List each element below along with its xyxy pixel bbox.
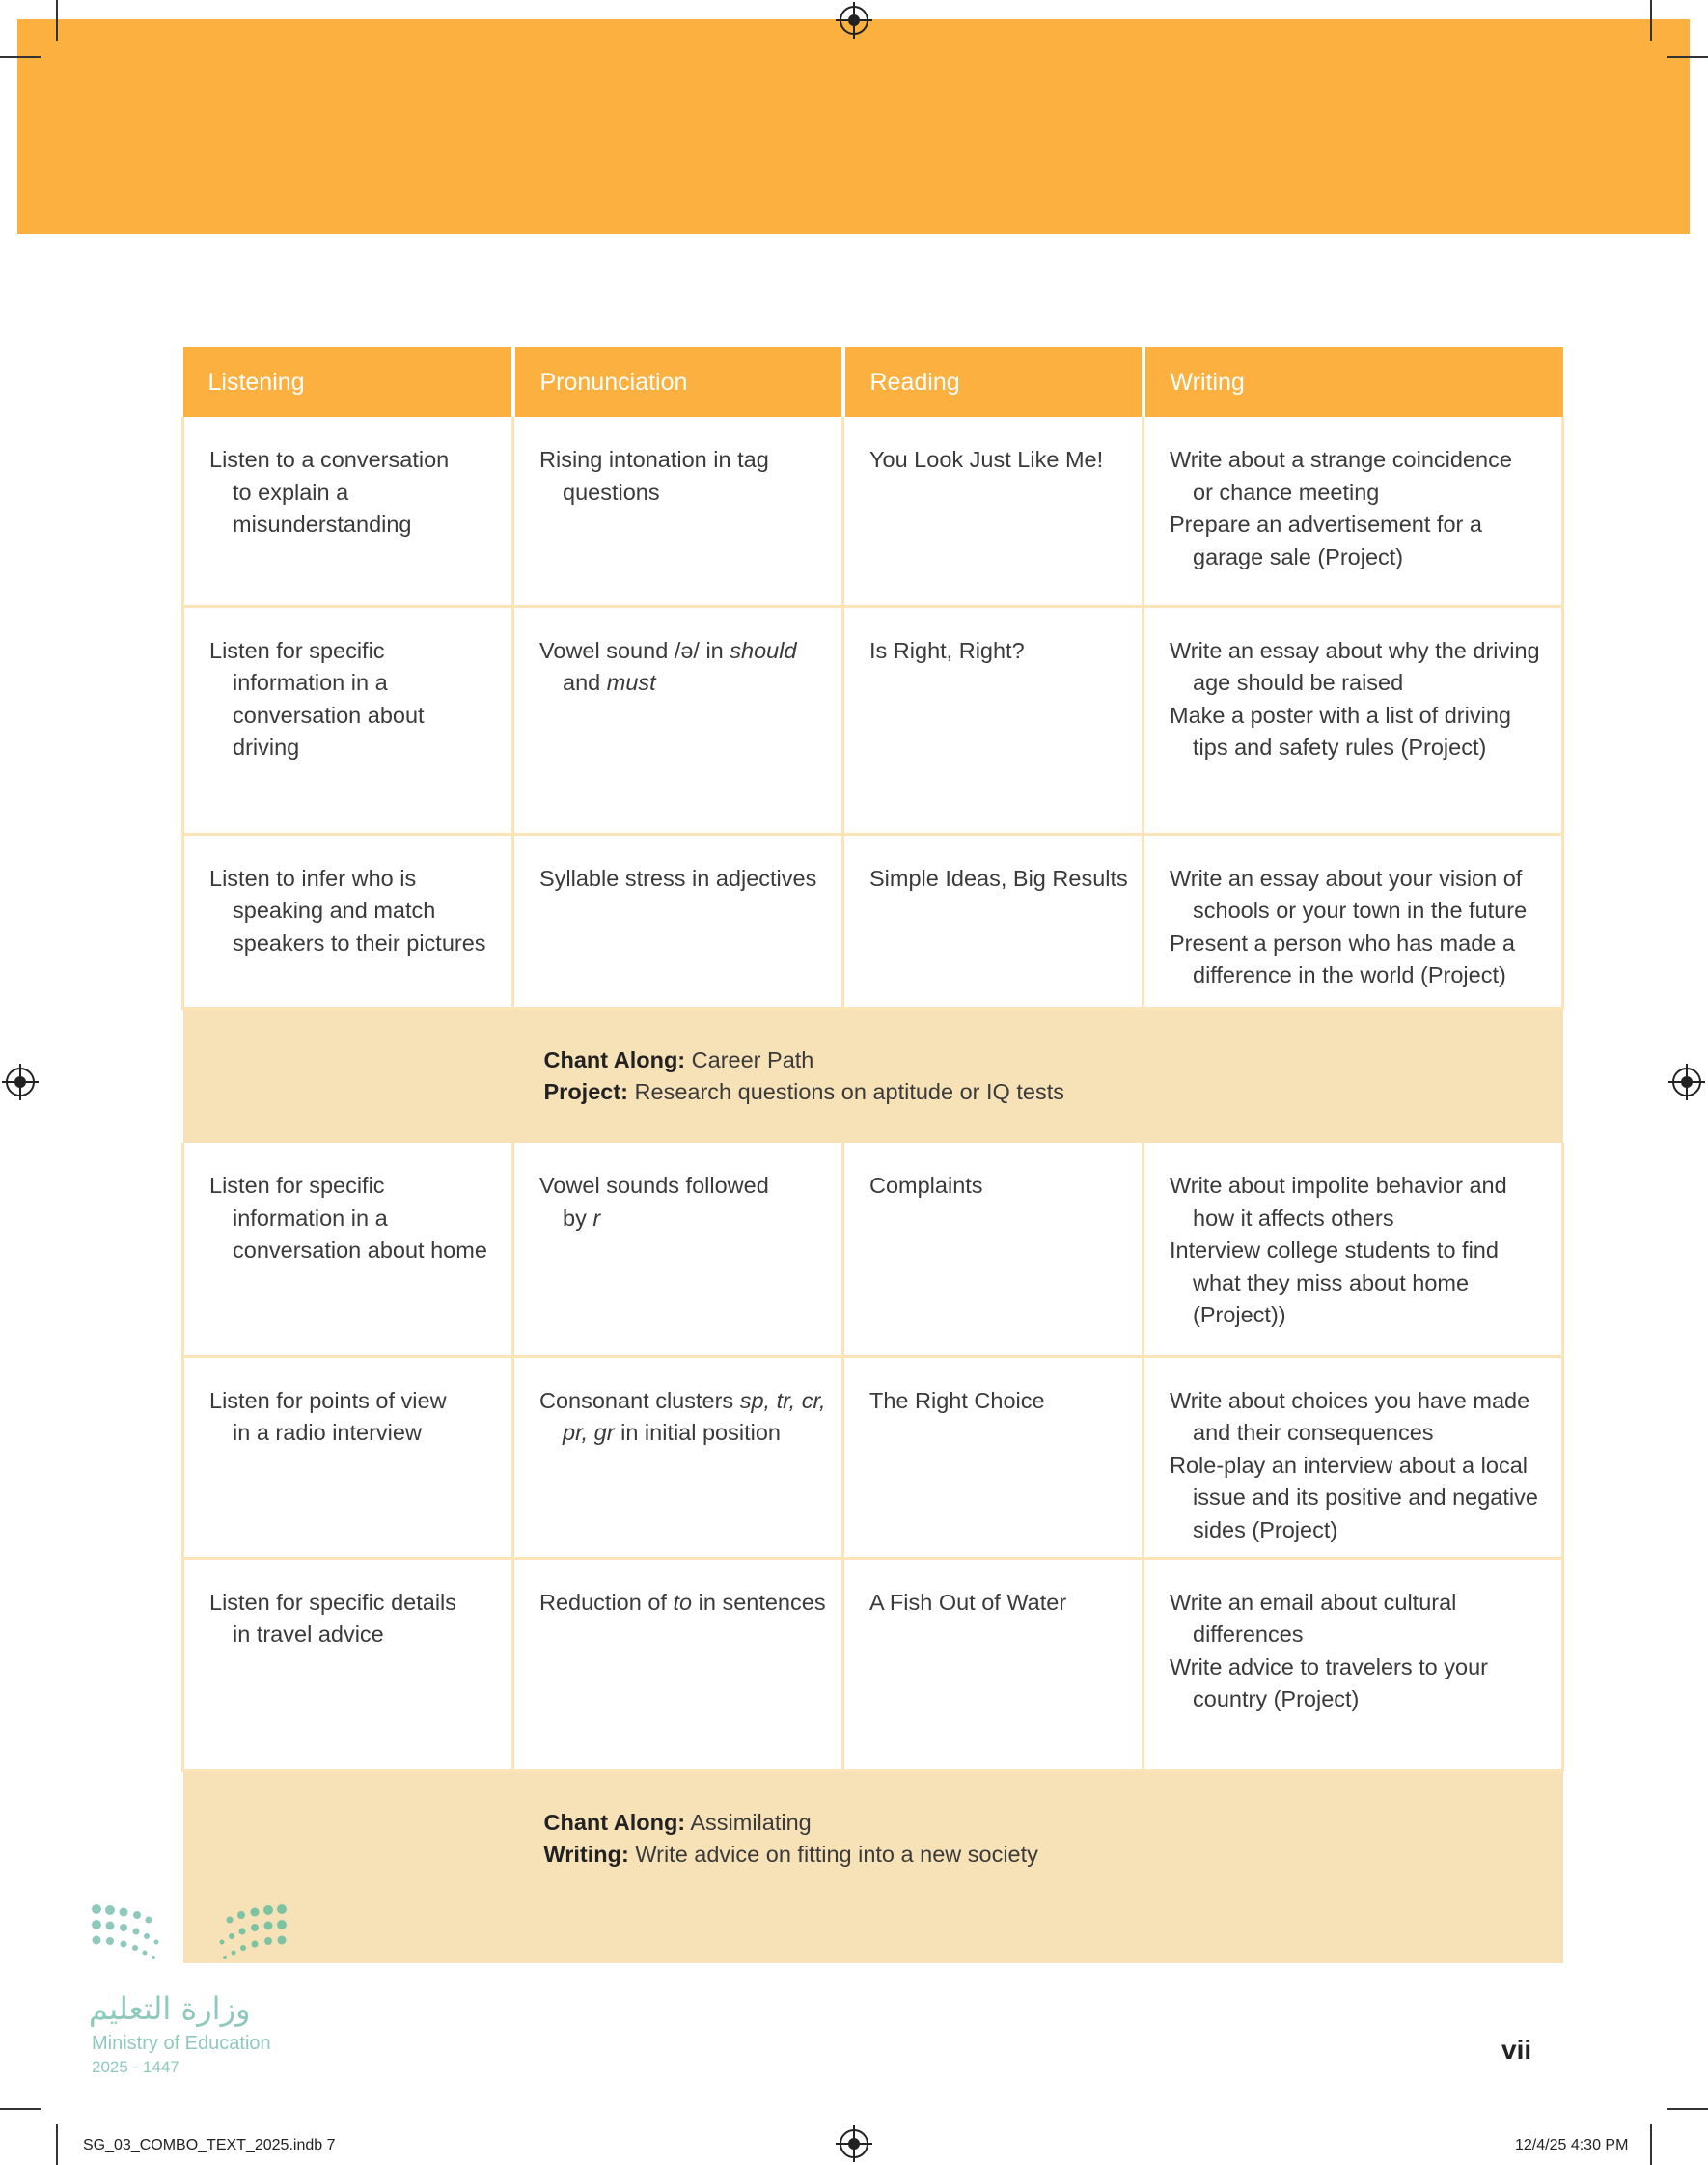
- print-slug-file: SG_03_COMBO_TEXT_2025.indb 7: [83, 2137, 336, 2153]
- reading-title: The Right Choice: [869, 1387, 1045, 1413]
- header-reading: Reading: [843, 347, 1143, 417]
- listening-text: Listen to a conversation to explain a misunderstanding: [209, 447, 450, 537]
- pronunciation-cell: [513, 834, 843, 1008]
- scope-sequence-table: [181, 347, 1564, 1963]
- logo-year-text: 2025 - 1447: [92, 2058, 179, 2076]
- reading-cell: [843, 1143, 1143, 1356]
- crop-mark: [0, 2108, 41, 2110]
- writing-cell: [1143, 606, 1563, 834]
- writing-project: Write advice to travelers to your country (Project): [1170, 1653, 1488, 1711]
- writing-task: Write about a strange coincidence or chance meeting: [1170, 447, 1512, 505]
- pronunciation-cell: [513, 1558, 843, 1770]
- writing-task: Write an essay about why the driving age should be raised: [1170, 637, 1540, 695]
- page-number: vii: [1501, 2035, 1532, 2065]
- listening-cell: [183, 1356, 513, 1558]
- crop-mark: [1667, 56, 1708, 58]
- writing-cell: [1143, 417, 1563, 606]
- pronunciation-text: Reduction of to in sentences: [539, 1589, 826, 1615]
- chant-along-line: Chant Along: Assimilating: [543, 1809, 812, 1835]
- registration-mark-icon: [1672, 1068, 1701, 1096]
- registration-mark-icon: [6, 1068, 35, 1096]
- pronunciation-cell: [513, 417, 843, 606]
- reading-title: A Fish Out of Water: [869, 1589, 1067, 1615]
- writing-task: Write an email about cultural differences: [1170, 1589, 1457, 1647]
- writing-cell: [1143, 1356, 1563, 1558]
- crop-mark: [1650, 2124, 1652, 2165]
- writing-cell: [1143, 1558, 1563, 1770]
- table-header-row: [183, 347, 1563, 417]
- registration-mark-icon: [840, 2129, 868, 2158]
- header-writing: Writing: [1143, 347, 1563, 417]
- pronunciation-text: Consonant clusters sp, tr, cr, pr, gr in initial position: [539, 1387, 826, 1445]
- reading-cell: [843, 1356, 1143, 1558]
- writing-cell: [1143, 834, 1563, 1008]
- crop-mark: [56, 2124, 58, 2165]
- table-row: [183, 834, 1563, 1008]
- project-line: Project: Research questions on aptitude or IQ tests: [543, 1079, 1064, 1104]
- pronunciation-cell: [513, 1356, 843, 1558]
- writing-project: Interview college students to find what they miss about home (Project)): [1170, 1237, 1499, 1327]
- listening-cell: [183, 417, 513, 606]
- listening-text: Listen for specific information in a conversation about driving: [209, 637, 425, 760]
- listening-cell: [183, 606, 513, 834]
- logo-arabic-text: وزارة التعليم: [89, 1990, 251, 2027]
- listening-text: Listen to infer who is speaking and match speakers to their pictures: [209, 865, 486, 956]
- chant-along-line: Chant Along: Career Path: [543, 1046, 814, 1072]
- header-pronunciation: Pronunciation: [513, 347, 843, 417]
- writing-project: Present a person who has made a difference in the world (Project): [1170, 930, 1515, 987]
- registration-mark-icon: [840, 6, 868, 35]
- writing-task: Write about choices you have made and their consequences: [1170, 1387, 1530, 1445]
- pronunciation-text: Syllable stress in adjectives: [539, 865, 817, 891]
- listening-cell: [183, 1558, 513, 1770]
- crop-mark: [56, 0, 58, 41]
- band-cell: [183, 1008, 1563, 1143]
- pronunciation-text: Vowel sounds followed by r: [539, 1173, 769, 1231]
- chant-along-band: [183, 1008, 1563, 1143]
- crop-mark: [0, 56, 41, 58]
- crop-mark: [1667, 2108, 1708, 2110]
- writing-task: Write an essay about your vision of schools or your town in the future: [1170, 865, 1528, 923]
- reading-title: You Look Just Like Me!: [869, 447, 1104, 472]
- ministry-logo: [89, 1901, 301, 2085]
- reading-title: Is Right, Right?: [869, 637, 1025, 663]
- chant-along-band: [183, 1770, 1563, 1963]
- reading-cell: [843, 834, 1143, 1008]
- pronunciation-cell: [513, 1143, 843, 1356]
- table-row: [183, 417, 1563, 606]
- reading-title: Complaints: [869, 1173, 983, 1198]
- pronunciation-cell: [513, 606, 843, 834]
- table-row: [183, 606, 1563, 834]
- header-listening: Listening: [183, 347, 513, 417]
- reading-cell: [843, 1558, 1143, 1770]
- band-cell: [183, 1770, 1563, 1963]
- listening-cell: [183, 1143, 513, 1356]
- writing-project: Make a poster with a list of driving tips and safety rules (Project): [1170, 702, 1511, 760]
- listening-cell: [183, 834, 513, 1008]
- pronunciation-text: Vowel sound /ə/ in should and must: [539, 637, 797, 695]
- ministry-dots-icon: [89, 1901, 291, 1969]
- header-banner: [17, 19, 1690, 234]
- pronunciation-text: Rising intonation in tag questions: [539, 447, 769, 505]
- reading-title: Simple Ideas, Big Results: [869, 865, 1128, 891]
- listening-text: Listen for specific details in travel advice: [209, 1589, 457, 1647]
- listening-text: Listen for specific information in a conversation about home: [209, 1173, 487, 1263]
- writing-project: Role-play an interview about a local issue and its positive and negative sides (Project): [1170, 1452, 1538, 1542]
- writing-task: Write about impolite behavior and how it affects others: [1170, 1173, 1507, 1231]
- crop-mark: [1650, 0, 1652, 41]
- reading-cell: [843, 417, 1143, 606]
- listening-text: Listen for points of view in a radio interview: [209, 1387, 447, 1445]
- table-row: [183, 1356, 1563, 1558]
- logo-english-text: Ministry of Education: [92, 2033, 271, 2054]
- print-slug-date: 12/4/25 4:30 PM: [1515, 2137, 1629, 2153]
- table-row: [183, 1143, 1563, 1356]
- reading-cell: [843, 606, 1143, 834]
- writing-project: Prepare an advertisement for a garage sale (Project): [1170, 512, 1482, 569]
- writing-cell: [1143, 1143, 1563, 1356]
- writing-line: Writing: Write advice on fitting into a new society: [543, 1842, 1038, 1867]
- table-row: [183, 1558, 1563, 1770]
